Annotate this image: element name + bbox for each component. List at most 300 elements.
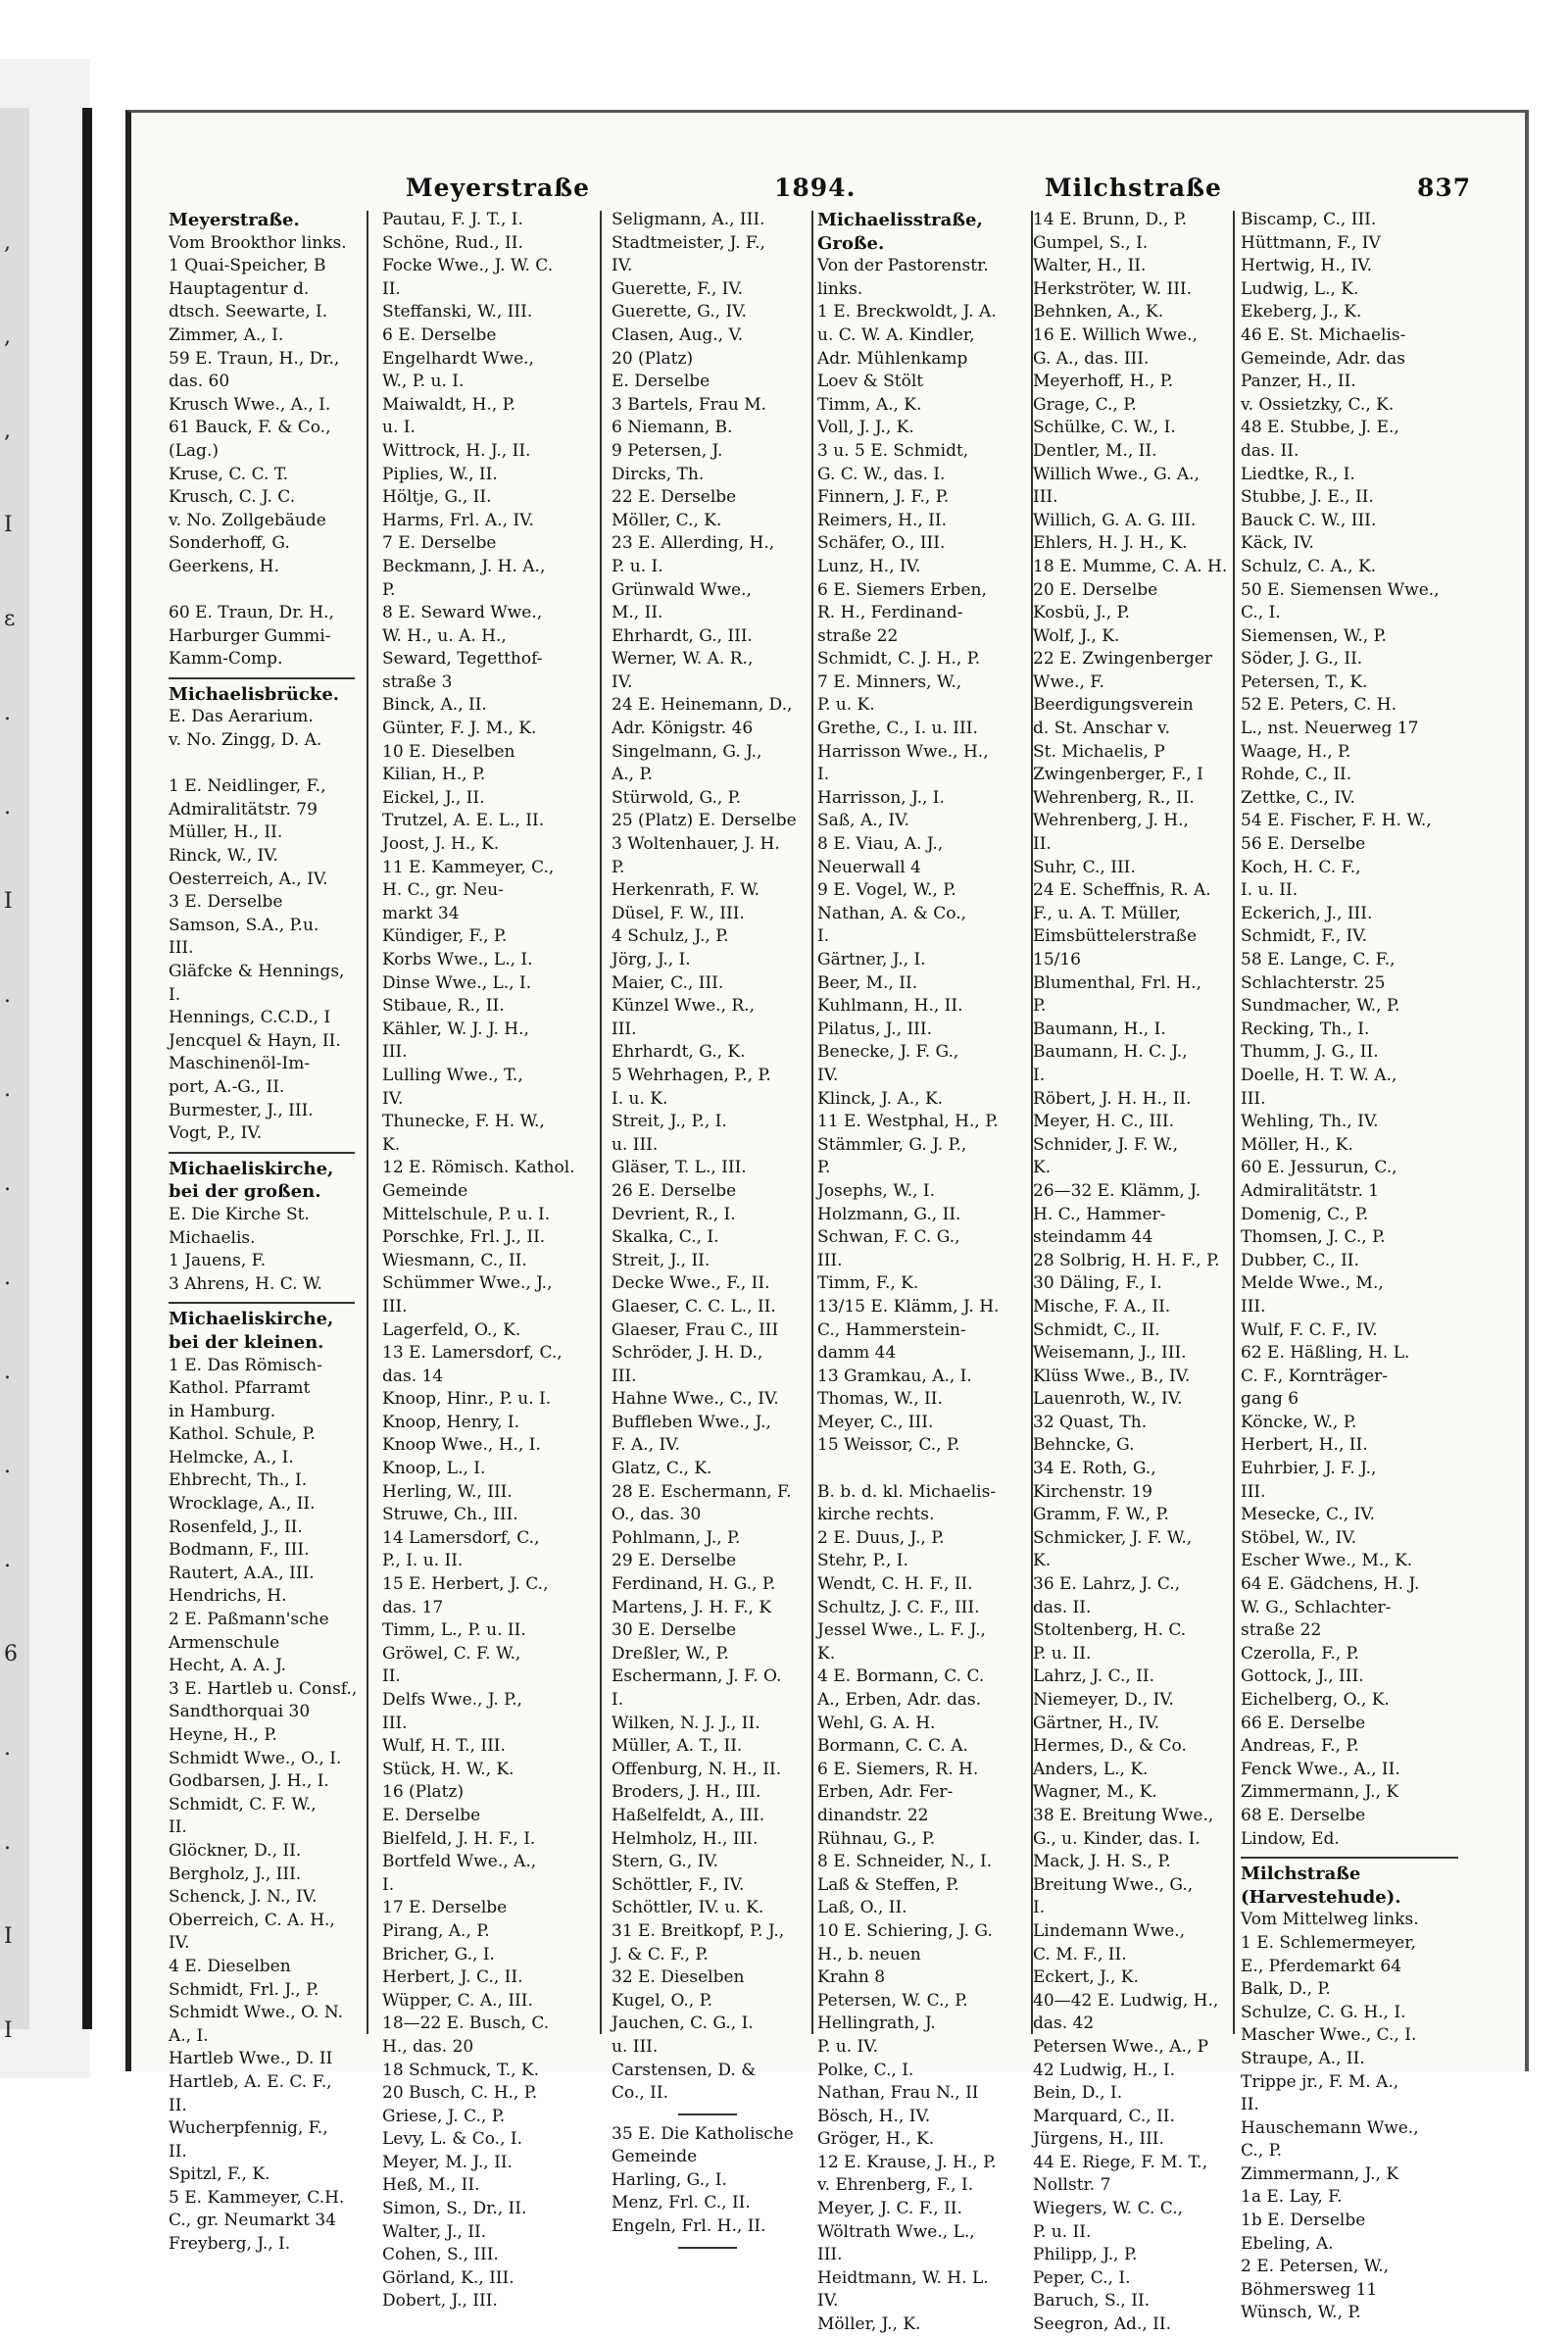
- directory-entry: Maier, C., III.: [612, 972, 724, 993]
- directory-entry: Martens, J. H. F., K: [612, 1597, 772, 1617]
- directory-entry: Stehr, P., I.: [817, 1551, 908, 1571]
- directory-entry: W. G., Schlachter-: [1241, 1597, 1392, 1617]
- directory-entry: Wilken, N. J. J., II.: [612, 1713, 760, 1733]
- directory-entry: 2 E. Duus, J., P.: [817, 1527, 945, 1548]
- street-heading: Große.: [817, 232, 885, 254]
- directory-entry: Behnken, A., K.: [1033, 302, 1164, 323]
- directory-entry: Klinck, J. A., K.: [817, 1088, 944, 1109]
- directory-entry: Reimers, H., II.: [817, 510, 948, 530]
- directory-entry: Jürgens, H., III.: [1033, 2129, 1164, 2150]
- directory-entry: Bielfeld, J. H. F., I.: [382, 1828, 536, 1849]
- directory-entry: Düsel, F. W., III.: [612, 903, 745, 923]
- column-4: [817, 209, 1027, 2335]
- directory-entry: 1 E. Schlemermeyer,: [1241, 1932, 1416, 1953]
- directory-entry: II.: [1033, 834, 1052, 855]
- directory-entry: Gläser, T. L., III.: [612, 1158, 747, 1178]
- directory-entry: Rautert, A.A., III.: [169, 1563, 315, 1583]
- directory-entry: Simon, S., Dr., II.: [382, 2199, 527, 2219]
- directory-entry: III.: [817, 1250, 843, 1270]
- directory-entry: [169, 753, 355, 776]
- directory-entry: Kilian, H., P.: [382, 765, 486, 785]
- directory-entry: Wehling, Th., IV.: [1241, 1112, 1379, 1132]
- directory-entry: Schwan, F. C. G.,: [817, 1227, 960, 1248]
- directory-entry: III.: [1033, 487, 1058, 508]
- directory-entry: Loev & Stölt: [817, 372, 924, 392]
- directory-entry: straße 22: [817, 625, 899, 646]
- directory-entry: Görland, K., III.: [382, 2267, 514, 2288]
- directory-entry: markt 34: [382, 903, 460, 923]
- directory-entry: A., I.: [169, 2025, 209, 2046]
- directory-entry: Bortfeld Wwe., A.,: [382, 1852, 537, 1872]
- street-heading: Michaelisbrücke.: [169, 683, 340, 705]
- directory-entry: 28 E. Eschermann, F.: [612, 1481, 792, 1502]
- directory-entry: Schulze, C. G. H., I.: [1241, 2002, 1406, 2022]
- page-number: 837: [1417, 174, 1472, 202]
- directory-entry: Polke, C., I.: [817, 2060, 914, 2080]
- directory-entry: K.: [1033, 1551, 1052, 1571]
- directory-entry: Wehl, G. A. H.: [817, 1713, 936, 1733]
- directory-entry: Timm, A., K.: [817, 394, 922, 415]
- directory-entry: C. M. F., II.: [1033, 1944, 1127, 1964]
- directory-entry: 29 E. Derselbe: [612, 1551, 737, 1571]
- directory-entry: Dreßler, W., P.: [612, 1643, 729, 1664]
- previous-page-mark: .: [4, 795, 11, 820]
- directory-entry: Oesterreich, A., IV.: [169, 869, 328, 889]
- directory-entry: Helmcke, A., I.: [169, 1447, 294, 1467]
- directory-entry: Kähler, W. J. J. H.,: [382, 1019, 529, 1039]
- directory-entry: 36 E. Lahrz, J. C.,: [1033, 1574, 1181, 1595]
- directory-entry: Stürwold, G., P.: [612, 787, 742, 808]
- directory-entry: Recking, Th., I.: [1241, 1019, 1370, 1039]
- directory-entry: E. Das Aerarium.: [169, 707, 314, 727]
- directory-entry: Dinse Wwe., L., I.: [382, 972, 532, 993]
- directory-entry: 44 E. Riege, F. M. T.,: [1033, 2152, 1208, 2172]
- directory-entry: Pilatus, J., III.: [817, 1019, 933, 1039]
- directory-entry: Streit, J., P., I.: [612, 1112, 727, 1132]
- street-heading: Meyerstraße.: [169, 210, 300, 230]
- directory-entry: Devrient, R., I.: [612, 1204, 736, 1224]
- directory-entry: Delfs Wwe., J. P.,: [382, 1690, 522, 1710]
- directory-entry: Knoop, Henry, I.: [382, 1412, 520, 1432]
- directory-entry: Hartleb Wwe., D. II: [169, 2049, 333, 2069]
- directory-entry: Meyerhoff, H., P.: [1033, 372, 1174, 392]
- directory-entry: Ekeberg, J., K.: [1241, 302, 1362, 323]
- directory-entry: Maiwaldt, H., P.: [382, 394, 516, 415]
- directory-entry: E. Derselbe: [612, 372, 710, 392]
- directory-entry: Schlachterstr. 25: [1241, 972, 1386, 993]
- directory-entry: Hellingrath, J.: [817, 2014, 936, 2034]
- directory-entry: 13 E. Lamersdorf, C.,: [382, 1343, 563, 1364]
- directory-entry: 62 E. Häßling, H. L.: [1241, 1343, 1410, 1364]
- section-rule: [169, 677, 355, 679]
- directory-entry: Nathan, Frau N., II: [817, 2083, 979, 2104]
- directory-entry: v. Ehrenberg, F., I.: [817, 2175, 974, 2196]
- directory-entry: Harburger Gummi-: [169, 625, 331, 646]
- directory-entry: Ehrhardt, G., K.: [612, 1042, 746, 1063]
- directory-entry: I.: [817, 926, 830, 947]
- directory-entry: Decke Wwe., F., II.: [612, 1273, 770, 1294]
- directory-entry: Josephs, W., I.: [817, 1180, 936, 1201]
- directory-entry: Streit, J., II.: [612, 1250, 710, 1270]
- directory-entry: E. Die Kirche St.: [169, 1204, 310, 1224]
- directory-entry: Rohde, C., II.: [1241, 765, 1352, 785]
- directory-entry: 1a E. Lay, F.: [1241, 2187, 1343, 2208]
- directory-entry: Laß, O., II.: [817, 1898, 907, 1918]
- directory-entry: III.: [817, 2245, 843, 2265]
- column-1: [169, 209, 358, 2255]
- directory-entry: Nollstr. 7: [1033, 2175, 1111, 2196]
- directory-entry: Grünwald Wwe.,: [612, 579, 752, 600]
- directory-entry: Zettke, C., IV.: [1241, 787, 1355, 808]
- directory-entry: R. H., Ferdinand-: [817, 603, 963, 623]
- directory-entry: Armenschule: [169, 1632, 280, 1653]
- directory-entry: Eickel, J., II.: [382, 787, 485, 808]
- directory-entry: 6 Niemann, B.: [612, 418, 733, 438]
- directory-entry: II.: [169, 2095, 187, 2115]
- directory-entry: 8 E. Viau, A. J.,: [817, 834, 944, 855]
- directory-entry: Skalka, C., I.: [612, 1227, 719, 1248]
- directory-entry: Dircks, Th.: [612, 464, 705, 484]
- directory-entry: C. F., Kornträger-: [1241, 1366, 1389, 1386]
- directory-page: [125, 110, 1529, 2335]
- directory-entry: I. u. K.: [612, 1088, 668, 1109]
- directory-entry: 7 E. Derselbe: [382, 533, 497, 554]
- directory-entry: Schöttler, IV. u. K.: [612, 1898, 764, 1918]
- directory-entry: I.: [169, 984, 181, 1005]
- directory-entry: Offenburg, N. H., II.: [612, 1759, 782, 1779]
- directory-entry: 10 E. Schiering, J. G.: [817, 1920, 993, 1941]
- directory-entry: Freyberg, J., I.: [169, 2234, 291, 2255]
- directory-entry: G. A., das. III.: [1033, 348, 1150, 369]
- directory-entry: IV.: [817, 2291, 839, 2312]
- directory-entry: Korbs Wwe., L., I.: [382, 950, 533, 970]
- directory-entry: W. H., u. A. H.,: [382, 625, 507, 646]
- directory-entry: Meyer, H. C., III.: [1033, 1112, 1174, 1132]
- directory-entry: K.: [382, 1134, 401, 1155]
- directory-entry: 26 E. Derselbe: [612, 1180, 737, 1201]
- directory-entry: 16 E. Willich Wwe.,: [1033, 324, 1198, 345]
- directory-entry: 3 Ahrens, H. C. W.: [169, 1273, 322, 1294]
- directory-entry: Clasen, Aug., V.: [612, 324, 744, 345]
- directory-entry: Escher Wwe., M., K.: [1241, 1551, 1413, 1571]
- directory-entry: Petersen Wwe., A., P: [1033, 2036, 1209, 2057]
- directory-entry: Stern, G., IV.: [612, 1852, 719, 1872]
- directory-entry: Pirang, A., P.: [382, 1920, 490, 1941]
- directory-entry: Timm, L., P. u. II.: [382, 1620, 526, 1641]
- directory-entry: 46 E. St. Michaelis-: [1241, 324, 1406, 345]
- directory-entry: Hertwig, H., IV.: [1241, 256, 1372, 276]
- directory-entry: Straupe, A., II.: [1241, 2048, 1365, 2068]
- directory-entry: [169, 579, 355, 603]
- directory-entry: Binck, A., II.: [382, 695, 487, 716]
- directory-entry: IV.: [382, 1088, 404, 1109]
- directory-entry: 1 E. Neidlinger, F.,: [169, 776, 326, 797]
- street-heading: bei der großen.: [169, 1181, 321, 1203]
- directory-entry: Waage, H., P.: [1241, 741, 1351, 762]
- directory-entry: IV.: [612, 256, 633, 276]
- directory-entry: Kirchenstr. 19: [1033, 1481, 1152, 1502]
- directory-entry: Schröder, J. H. D.,: [612, 1343, 763, 1364]
- directory-entry: 13 Gramkau, A., I.: [817, 1366, 972, 1386]
- directory-entry: 26—32 E. Klämm, J.: [1033, 1180, 1201, 1201]
- directory-entry: Mack, J. H. S., P.: [1033, 1852, 1171, 1872]
- directory-entry: Grethe, C., I. u. III.: [817, 719, 978, 739]
- previous-page-mark: .: [4, 701, 11, 725]
- directory-entry: 60 E. Traun, Dr. H.,: [169, 603, 334, 623]
- previous-page-mark: I: [4, 513, 13, 537]
- directory-entry: Siemensen, W., P.: [1241, 625, 1387, 646]
- directory-entry: 6 E. Siemers, R. H.: [817, 1759, 979, 1779]
- directory-entry: Menz, Frl. C., II.: [612, 2193, 751, 2213]
- directory-entry: E. Derselbe: [382, 1805, 481, 1825]
- directory-entry: III.: [382, 1713, 408, 1733]
- directory-entry: das. 42: [1033, 2014, 1095, 2034]
- directory-entry: Schöne, Rud., II.: [382, 232, 523, 253]
- directory-entry: Kugel, O., P.: [612, 1990, 713, 2011]
- directory-entry: Cohen, S., III.: [382, 2245, 499, 2265]
- directory-entry: 61 Bauck, F. & Co.,: [169, 418, 331, 438]
- column-2: [382, 209, 592, 2312]
- directory-entry: Dobert, J., III.: [382, 2291, 498, 2312]
- directory-entry: Wünsch, W., P.: [1241, 2303, 1361, 2323]
- directory-entry: Carstensen, D. &: [612, 2060, 757, 2080]
- directory-entry: Wiesmann, C., II.: [382, 1250, 527, 1270]
- header-right-street: Milchstraße: [1045, 174, 1222, 202]
- directory-entry: Czerolla, F., P.: [1241, 1643, 1359, 1664]
- directory-entry: Breitung Wwe., G.,: [1033, 1874, 1194, 1895]
- directory-entry: Beer, M., II.: [817, 972, 918, 993]
- directory-entry: 15 Weissor, C., P.: [817, 1435, 960, 1456]
- directory-entry: 9 Petersen, J.: [612, 440, 723, 461]
- directory-entry: 3 Woltenhauer, J. H.: [612, 834, 780, 855]
- directory-entry: P. u. II.: [1033, 2221, 1092, 2242]
- directory-entry: 40—42 E. Ludwig, H.,: [1033, 1990, 1219, 2011]
- directory-entry: Stubbe, J. E., II.: [1241, 487, 1374, 508]
- directory-entry: Stoltenberg, H. C.: [1033, 1620, 1187, 1641]
- directory-entry: u. I.: [382, 418, 416, 438]
- directory-entry: Möller, C., K.: [612, 510, 722, 530]
- directory-entry: Lindow, Ed.: [1241, 1828, 1340, 1849]
- directory-entry: II.: [1241, 2095, 1259, 2115]
- directory-entry: O., das. 30: [612, 1505, 702, 1525]
- directory-entry: 20 Busch, C. H., P.: [382, 2083, 538, 2104]
- directory-entry: Euhrbier, J. F. J.,: [1241, 1459, 1377, 1479]
- directory-entry: 59 E. Traun, H., Dr.,: [169, 348, 340, 369]
- directory-entry: 14 Lamersdorf, C.,: [382, 1527, 540, 1548]
- directory-entry: Dubber, C., II.: [1241, 1250, 1359, 1270]
- directory-entry: P.: [1033, 996, 1047, 1017]
- directory-entry: Hecht, A. A. J.: [169, 1656, 287, 1676]
- directory-entry: Künzel Wwe., R.,: [612, 996, 755, 1017]
- directory-entry: Singelmann, G. J.,: [612, 741, 762, 762]
- directory-entry: Zimmermann, J., K: [1241, 2163, 1399, 2184]
- directory-entry: Focke Wwe., J. W. C.: [382, 256, 554, 276]
- directory-entry: Liedtke, R., I.: [1241, 464, 1355, 484]
- directory-entry: M., II.: [612, 603, 663, 623]
- directory-entry: Suhr, C., III.: [1033, 857, 1136, 877]
- directory-entry: Koch, H. C. F.,: [1241, 857, 1361, 877]
- directory-entry: I.: [817, 765, 830, 785]
- directory-entry: II.: [382, 278, 401, 299]
- directory-entry: Blumenthal, Frl. H.,: [1033, 972, 1201, 993]
- directory-entry: gang 6: [1241, 1389, 1299, 1410]
- directory-entry: G. C. W., das. I.: [817, 464, 946, 484]
- directory-entry: 25 (Platz) E. Derselbe: [612, 811, 797, 831]
- directory-entry: Gröwel, C. F. W.,: [382, 1643, 521, 1664]
- directory-entry: Melde Wwe., M.,: [1241, 1273, 1384, 1294]
- directory-entry: Lulling Wwe., T.,: [382, 1065, 523, 1085]
- directory-entry: Knoop Wwe., H., I.: [382, 1435, 541, 1456]
- column-3: [612, 209, 804, 2237]
- street-heading: (Harvestehude).: [1241, 1886, 1401, 1908]
- directory-entry: Heidtmann, W. H. L.: [817, 2267, 989, 2288]
- directory-entry: Zimmermann, J., K: [1241, 1782, 1399, 1803]
- directory-entry: 18 Schmuck, T., K.: [382, 2060, 540, 2080]
- directory-entry: Voll, J. J., K.: [817, 418, 914, 438]
- directory-entry: Müller, A. T., II.: [612, 1736, 743, 1757]
- directory-entry: Schäfer, O., III.: [817, 533, 946, 554]
- directory-entry: Glaeser, Frau C., III: [612, 1319, 779, 1340]
- directory-entry: Wagner, M., K.: [1033, 1782, 1157, 1803]
- directory-entry: 52 E. Peters, C. H.: [1241, 695, 1396, 716]
- directory-entry: Hermes, D., & Co.: [1033, 1736, 1187, 1757]
- previous-page-mark: I: [4, 889, 13, 914]
- directory-entry: u. III.: [612, 2036, 659, 2057]
- directory-entry: Holzmann, G., II.: [817, 1204, 961, 1224]
- directory-entry: Zwingenberger, F., I: [1033, 765, 1203, 785]
- directory-entry: Krusch, C. J. C.: [169, 487, 296, 508]
- directory-entry: Peper, C., I.: [1033, 2267, 1131, 2288]
- directory-entry: Kruse, C. C. T.: [169, 464, 289, 484]
- directory-entry: 3 Bartels, Frau M.: [612, 394, 767, 415]
- directory-entry: III.: [612, 1366, 637, 1386]
- directory-entry: Herkströter, W. III.: [1033, 278, 1193, 299]
- directory-entry: Hahne Wwe., C., IV.: [612, 1389, 779, 1410]
- directory-entry: Gärtner, H., IV.: [1033, 1713, 1160, 1733]
- directory-entry: C., Hammerstein-: [817, 1319, 966, 1340]
- directory-entry: L., nst. Neuerweg 17: [1241, 719, 1419, 739]
- directory-entry: Wiegers, W. C. C.,: [1033, 2199, 1183, 2219]
- directory-entry: K.: [1033, 1158, 1052, 1178]
- directory-entry: Wüpper, C. A., III.: [382, 1990, 533, 2011]
- directory-entry: 32 Quast, Th.: [1033, 1412, 1148, 1432]
- binding-edge: [82, 108, 92, 2029]
- directory-entry: das. 60: [169, 372, 230, 392]
- directory-entry: Geerkens, H.: [169, 556, 279, 576]
- directory-entry: Eschermann, J. F. O.: [612, 1666, 782, 1687]
- directory-entry: Samson, S.A., P.u.: [169, 915, 319, 935]
- previous-page-mark: ,: [4, 230, 11, 255]
- directory-entry: 24 E. Scheffnis, R. A.: [1033, 880, 1211, 901]
- directory-entry: W., P. u. I.: [382, 372, 465, 392]
- directory-entry: Weisemann, J., III.: [1033, 1343, 1187, 1364]
- directory-entry: Wrocklage, A., II.: [169, 1494, 316, 1515]
- directory-entry: 1 E. Das Römisch-: [169, 1355, 322, 1375]
- previous-page-mark: .: [4, 1171, 11, 1196]
- directory-entry: Marquard, C., II.: [1033, 2106, 1175, 2126]
- directory-entry: Sonderhoff, G.: [169, 533, 290, 554]
- directory-entry: Finnern, J. F., P.: [817, 487, 950, 508]
- column-divider: [600, 211, 602, 2034]
- directory-entry: A., P.: [612, 765, 653, 785]
- directory-entry: Godbarsen, J. H., I.: [169, 1771, 329, 1792]
- street-heading: Michaeliskirche,: [169, 1158, 334, 1179]
- directory-entry: Seligmann, A., III.: [612, 210, 765, 229]
- directory-entry: Thunecke, F. H. W.,: [382, 1112, 545, 1132]
- directory-entry: 3 u. 5 E. Schmidt,: [817, 440, 969, 461]
- directory-entry: Petersen, T., K.: [1241, 671, 1368, 692]
- directory-entry: Söder, J. G., II.: [1241, 649, 1363, 670]
- directory-entry: Schümmer Wwe., J.,: [382, 1273, 553, 1294]
- directory-entry: Guerette, F., IV.: [612, 278, 744, 299]
- section-rule: [678, 2113, 737, 2115]
- directory-entry: Petersen, W. C., P.: [817, 1990, 968, 2011]
- directory-entry: 9 E. Vogel, W., P.: [817, 880, 956, 901]
- directory-entry: III.: [382, 1296, 408, 1317]
- directory-entry: Harms, Frl. A., IV.: [382, 510, 534, 530]
- directory-entry: 35 E. Die Katholische: [612, 2123, 794, 2144]
- directory-entry: 18 E. Mumme, C. A. H.: [1033, 556, 1228, 576]
- directory-entry: H. C., Hammer-: [1033, 1204, 1166, 1224]
- directory-entry: Mascher Wwe., C., I.: [1241, 2025, 1417, 2046]
- directory-entry: Schenck, J. N., IV.: [169, 1887, 318, 1908]
- directory-entry: III.: [382, 1042, 408, 1063]
- directory-entry: Ehlers, H. J. H., K.: [1033, 533, 1188, 554]
- directory-entry: Wucherpfennig, F.,: [169, 2118, 328, 2139]
- directory-entry: 22 E. Zwingenberger: [1033, 649, 1213, 670]
- directory-entry: Vogt, P., IV.: [169, 1123, 263, 1144]
- directory-entry: Doelle, H. T. W. A.,: [1241, 1065, 1397, 1085]
- directory-entry: Ebeling, A.: [1241, 2233, 1334, 2254]
- directory-entry: Glatz, C., K.: [612, 1459, 712, 1479]
- directory-entry: 22 E. Derselbe: [612, 487, 737, 508]
- directory-entry: Möller, J., K.: [817, 2314, 921, 2335]
- directory-entry: Neuerwall 4: [817, 857, 921, 877]
- directory-entry: Anders, L., K.: [1033, 1759, 1149, 1779]
- column-5: [1033, 209, 1229, 2335]
- directory-entry: Fenck Wwe., A., II.: [1241, 1759, 1400, 1779]
- directory-entry: Käck, IV.: [1241, 533, 1314, 554]
- directory-entry: Buffleben Wwe., J.,: [612, 1412, 771, 1432]
- directory-entry: Saß, A., IV.: [817, 811, 909, 831]
- directory-entry: 11 E. Kammeyer, C.,: [382, 857, 555, 877]
- directory-entry: steindamm 44: [1033, 1227, 1153, 1248]
- directory-entry: Levy, L. & Co., I.: [382, 2129, 523, 2150]
- directory-entry: das. 14: [382, 1366, 444, 1386]
- directory-entry: damm 44: [817, 1343, 897, 1364]
- directory-entry: Herling, W., III.: [382, 1481, 513, 1502]
- directory-entry: P. u. K.: [817, 695, 875, 716]
- directory-entry: Müller, H., II.: [169, 822, 283, 843]
- directory-entry: Joost, J. H., K.: [382, 834, 500, 855]
- directory-entry: Bormann, C. C. A.: [817, 1736, 968, 1757]
- directory-entry: I. u. II.: [1241, 880, 1298, 901]
- directory-entry: F. A., IV.: [612, 1435, 680, 1456]
- directory-entry: Krusch Wwe., A., I.: [169, 394, 331, 415]
- directory-entry: Admiralitätstr. 1: [1241, 1180, 1380, 1201]
- directory-entry: P., I. u. II.: [382, 1551, 464, 1571]
- street-heading: Michaelisstraße,: [817, 210, 983, 230]
- directory-entry: Meyer, M. J., II.: [382, 2152, 513, 2172]
- directory-entry: links.: [817, 278, 863, 299]
- directory-entry: 16 (Platz): [382, 1782, 465, 1803]
- directory-entry: Wehrenberg, R., II.: [1033, 787, 1195, 808]
- directory-entry: J. & C. F., P.: [612, 1944, 709, 1964]
- directory-entry: Stück, H. W., K.: [382, 1759, 514, 1779]
- directory-entry: Böhmersweg 11: [1241, 2279, 1378, 2300]
- directory-entry: Biscamp, C., III.: [1241, 210, 1377, 229]
- directory-entry: 6 E. Siemers Erben,: [817, 579, 987, 600]
